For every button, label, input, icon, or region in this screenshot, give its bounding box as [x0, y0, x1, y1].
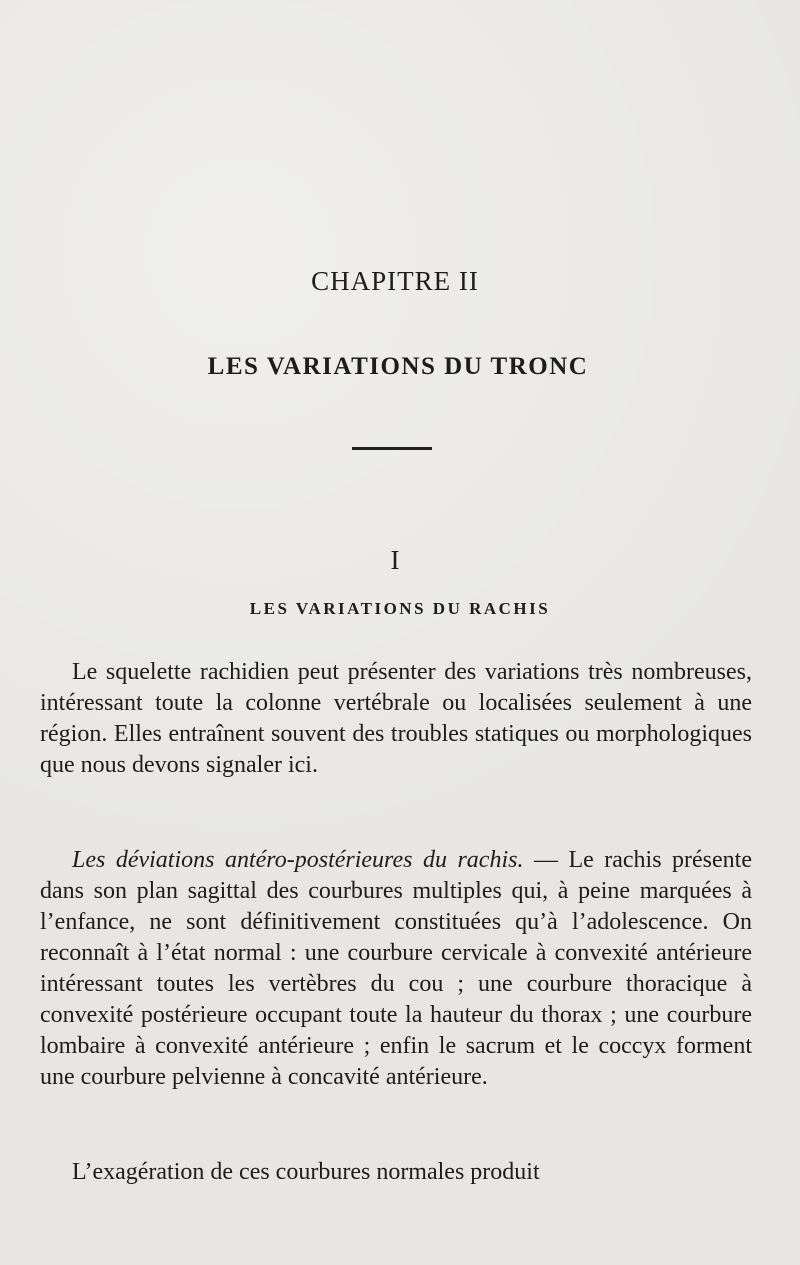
- paragraph-2-lead: Les déviations antéro-postérieures du rachis.: [72, 847, 524, 873]
- chapter-title: LES VARIATIONS DU TRONC: [207, 353, 589, 380]
- section-title: LES VARIATIONS DU RACHIS: [249, 599, 551, 618]
- paragraph-3: L’exagération de ces courbures normales produit: [72, 1159, 540, 1185]
- decorative-rule: [352, 447, 432, 450]
- paragraph-2-body: — Le rachis présente dans son plan sagittal des courbures multiples qui, à peine marquées à l’enfance, ne sont définitivement constituées qu’à l’adolescence. On reconnaît à l’état normal : une courbure cervicale à convexité antérieure intéressant toutes les vertèbres du cou ; une courbure thoracique à convexité postérieure occupant toute la hauteur du thorax ; une courbure lombaire à convexité antérieure ; enfin le sacrum et le coccyx forment une courbure pelvienne à concavité antérieure.: [40, 847, 752, 1090]
- section-number: I: [390, 545, 400, 575]
- paragraph-2: [40, 845, 752, 1093]
- chapter-heading: CHAPITRE II: [311, 266, 479, 296]
- paragraph-1: Le squelette rachidien peut présenter des variations très nombreuses, intéressant toute la colonne vertébrale ou localisées seulement à une région. Elles entraînent souvent des troubles statiques ou morphologiques que nous devons signaler ici.: [40, 659, 752, 778]
